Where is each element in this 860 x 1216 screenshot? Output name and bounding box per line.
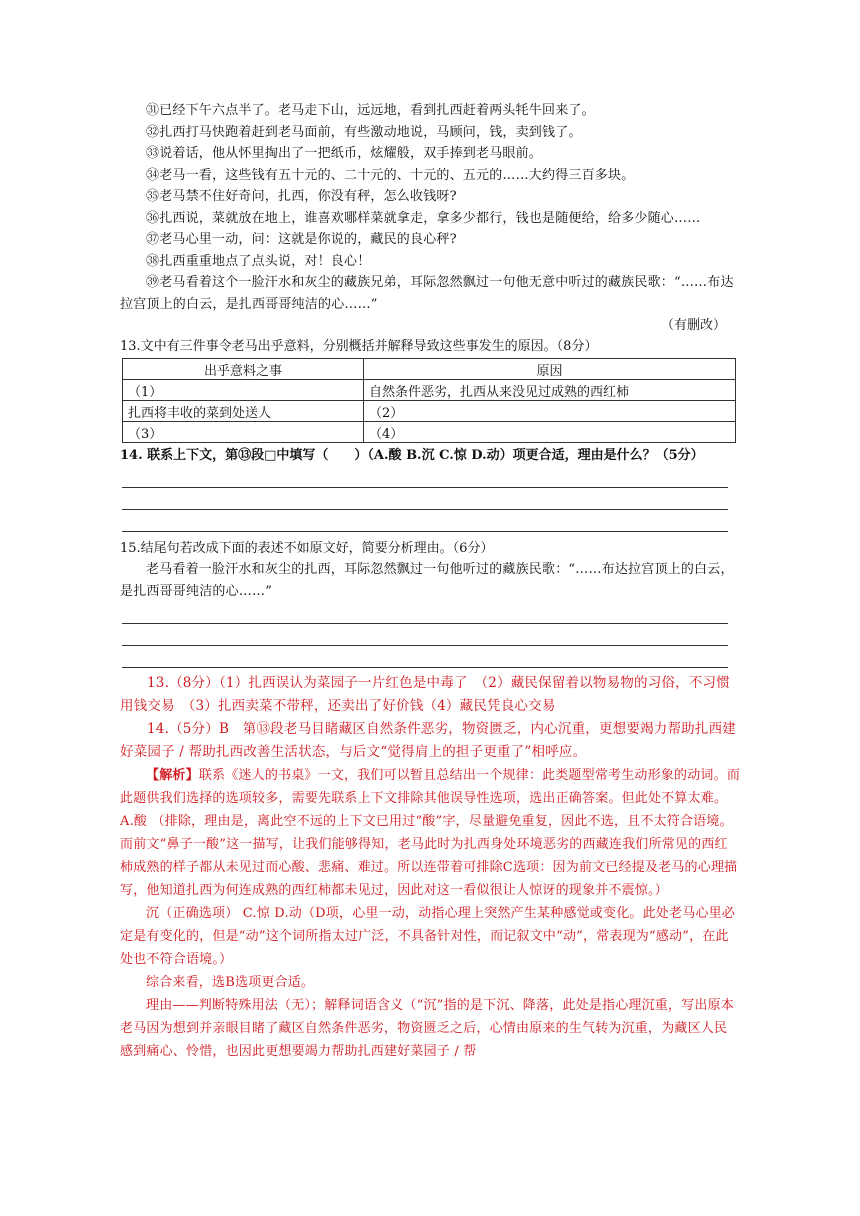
answer-line[interactable] bbox=[122, 510, 728, 532]
paragraph-36: ㊱扎西说，菜就放在地上，谁喜欢哪样菜就拿走，拿多少都行，钱也是随便给，给多少随心…… bbox=[146, 210, 701, 226]
source-note: （有删改） bbox=[660, 318, 726, 333]
table-header: 原因 bbox=[364, 359, 736, 380]
question-15-quote: 老马看着一脸汗水和灰尘的扎西，耳际忽然飘过一句他听过的藏族民歌：“……布达拉宫顶上的白云，是扎西哥哥纯洁的心……” bbox=[120, 562, 734, 599]
table-cell: 自然条件恶劣，扎西从来没见过成熟的西红柿 bbox=[364, 380, 736, 401]
paragraph-32: ㉜扎西打马快跑着赶到老马面前，有些激动地说，马顾问，钱，卖到钱了。 bbox=[146, 124, 582, 140]
passage bbox=[120, 100, 740, 336]
paragraph-34: ㉞老马一看，这些钱有五十元的、二十元的、十元的、五元的……大约得三百多块。 bbox=[146, 167, 635, 183]
paragraph-33: ㉝说着话，他从怀里掏出了一把纸币，炫耀般，双手捧到老马眼前。 bbox=[146, 146, 543, 161]
answer-key bbox=[120, 672, 740, 1063]
answer-13: 13.（8分）（1）扎西误认为菜园子一片红色是中毒了 （2）藏民保留着以物易物的习俗，不习惯用钱交易 （3）扎西卖菜不带秤，还卖出了好价钱（4）藏民凭良心交易 bbox=[120, 675, 730, 714]
table-cell: 扎西将丰收的菜到处送人 bbox=[123, 401, 364, 422]
table-row bbox=[123, 380, 736, 401]
table-header-row bbox=[123, 359, 736, 380]
question-15-title: 15.结尾句若改成下面的表述不如原文好，简要分析理由。（6分） bbox=[120, 541, 494, 556]
table-row bbox=[123, 422, 736, 443]
answer-line[interactable] bbox=[122, 624, 728, 646]
paragraph-38: ㊳扎西重重地点了点头说，对！良心！ bbox=[146, 253, 371, 269]
paragraph-39: ㊴老马看着这个一脸汗水和灰尘的藏族兄弟，耳际忽然飘过一句他无意中听过的藏族民歌：“……布达拉宫顶上的白云，是扎西哥哥纯洁的心……” bbox=[120, 275, 734, 312]
analysis-label: 【解析】 bbox=[146, 768, 199, 783]
answer-line[interactable] bbox=[122, 488, 728, 510]
question-15 bbox=[120, 538, 740, 668]
analysis-paragraph: 理由——判断特殊用法（无）；解释词语含义（“沉”指的是下沉、降落，此处是指心理沉重，写出原本老马因为想到并亲眼目睹了藏区自然条件恶劣，物资匮乏之后，心情由原来的生气转为沉重，为藏区人民感到痛心、怜惜，也因此更想要竭力帮助扎西建好菜园子 / 帮 bbox=[120, 998, 734, 1059]
table-header: 出乎意料之事 bbox=[123, 359, 364, 380]
table-cell[interactable]: （3） bbox=[123, 422, 364, 443]
analysis-paragraph: 综合来看，选B选项更合适。 bbox=[146, 975, 315, 990]
answer-line[interactable] bbox=[122, 646, 728, 668]
answer-14: 14.（5分）B 第⑬段老马目睹藏区自然条件恶劣，物资匮乏，内心沉重，更想要竭力帮助扎西建好菜园子 / 帮助扎西改善生活状态，与后文“觉得肩上的担子更重了”相呼应。 bbox=[120, 721, 736, 760]
question-13 bbox=[120, 336, 740, 443]
answer-line[interactable] bbox=[122, 466, 728, 488]
question-13-title: 13.文中有三件事令老马出乎意料，分别概括并解释导致这些事发生的原因。（8分） bbox=[120, 339, 598, 354]
table-cell[interactable]: （2） bbox=[364, 401, 736, 422]
paragraph-37: ㊲老马心里一动，问：这就是你说的，藏民的良心秤? bbox=[146, 232, 457, 247]
table-cell[interactable]: （4） bbox=[364, 422, 736, 443]
document-page bbox=[120, 100, 740, 1063]
answer-table bbox=[122, 358, 736, 443]
question-14 bbox=[120, 445, 740, 532]
answer-line[interactable] bbox=[122, 602, 728, 624]
question-14-title: 14. 联系上下文，第⑬段□中填写（ ）（A.酸 B.沉 C.惊 D.动）项更合适，理由是什么？（5分） bbox=[120, 448, 704, 463]
analysis-paragraph: 沉（正确选项） C.惊 D.动（D项，心里一动，动指心理上突然产生某种感觉或变化。此处老马心里必定是有变化的，但是“动”这个词所指太过广泛，不具备针对性，而记叙文中“动”，常表现为“感动”，在此处也不符合语境。） bbox=[120, 906, 735, 967]
table-row bbox=[123, 401, 736, 422]
analysis-paragraph: 【解析】联系《迷人的书桌》一文，我们可以暂且总结出一个规律：此类题型常考生动形象的动词。而此题供我们选择的选项较多，需要先联系上下文排除其他误导性选项，选出正确答案。但此处不算太难。A.酸 （排除，理由是，离此空不远的上下文已用过“酸”字，尽量避免重复，因此不选，且不太符合语境。而前文“鼻子一酸”这一描写，让我们能够得知，老马此时为扎西身处环境恶劣的西藏连我们所常见的西红柿成熟的样子都从未见过而心酸、悲痛、难过。所以连带着可排除C选项：因为前文已经提及老马的心理描写，他知道扎西为何连成熟的西红柿都未见过，因此对这一看似很让人惊讶的现象并不震惊。） bbox=[120, 768, 741, 898]
paragraph-35: ㉟老马禁不住好奇问，扎西，你没有秤，怎么收钱呀? bbox=[146, 189, 457, 204]
paragraph-31: ㉛已经下午六点半了。老马走下山，远远地，看到扎西赶着两头牦牛回来了。 bbox=[146, 103, 595, 118]
table-cell[interactable]: （1） bbox=[123, 380, 364, 401]
